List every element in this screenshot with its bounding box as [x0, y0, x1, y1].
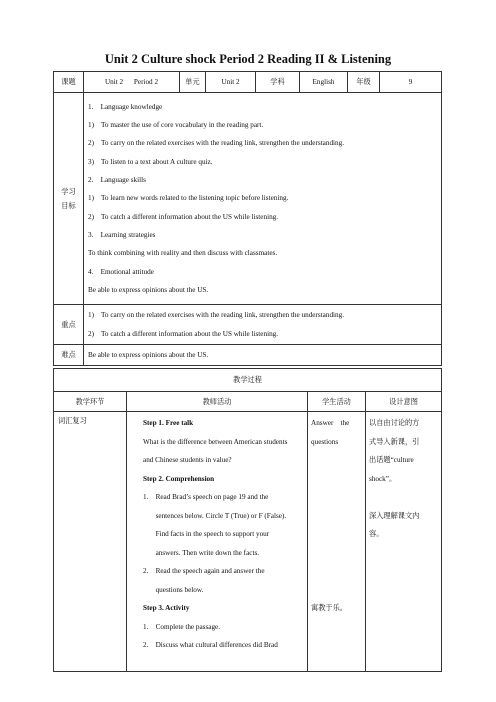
objective-line-4: 3) To listen to a text about A culture quiz. — [88, 157, 213, 166]
design-intent-line-7: 容。 — [369, 530, 384, 538]
key-points-label: 重点 — [54, 305, 84, 345]
design-intent-line-3: 出话题“culture — [369, 456, 414, 464]
process-header-row — [54, 392, 442, 412]
objectives-label — [54, 93, 84, 305]
teacher-activity-line-3: and Chinese students in value? — [143, 456, 232, 464]
student-activity-cell — [308, 412, 366, 672]
design-intent-line-9 — [369, 562, 441, 581]
teacher-activity-line-2: What is the difference between American students — [143, 437, 288, 446]
student-activity-line-13 — [311, 636, 365, 655]
teacher-activity-line-9: 2. Read the speech again and answer the — [143, 567, 265, 575]
objective-line-10: 4. Emotional attitude — [88, 267, 154, 276]
process-title: 教学过程 — [54, 369, 442, 392]
keti-label: 课题 — [54, 72, 84, 93]
objective-line-6: 1) To learn new words related to the listening topic before listening. — [88, 194, 289, 203]
key-points-row — [54, 305, 442, 345]
teacher-activity-line-5: 1. Read Brad’s speech on page 19 and the — [143, 493, 269, 501]
grade-label: 年级 — [348, 72, 380, 93]
col-header-teacher: 教师活动 — [127, 392, 308, 412]
objective-line-8: 3. Learning strategies — [88, 230, 156, 239]
design-intent-line-10 — [369, 581, 441, 600]
teaching-process-table — [53, 368, 442, 672]
unit-label: 单元 — [180, 72, 206, 93]
col-header-design: 设计意图 — [366, 392, 442, 412]
objectives-label-line-1: 学习 — [61, 187, 76, 196]
key-points-content — [84, 305, 442, 345]
design-intent-line-12 — [369, 618, 441, 637]
design-intent-line-8 — [369, 544, 441, 563]
header-row — [54, 72, 442, 93]
design-intent-cell — [366, 412, 442, 672]
grade-value: 9 — [380, 72, 442, 93]
key-point-line-2: 2) To catch a different information about the US while listening. — [88, 329, 279, 338]
student-activity-line-4 — [311, 470, 365, 489]
design-intent-line-5 — [369, 488, 441, 507]
teacher-activity-line-12: 1. Complete the passage. — [143, 622, 221, 631]
teacher-activity-line-13: 2. Discuss what cultural differences did Brad — [143, 641, 278, 649]
objective-line-1: 1. Language knowledge — [88, 102, 163, 111]
student-activity-line-10 — [311, 581, 365, 600]
stage-cell: 词汇复习 — [54, 412, 127, 672]
objective-line-7: 2) To catch a different information about the US while listening. — [88, 212, 279, 221]
student-activity-line-1: Answer the — [311, 419, 350, 427]
lesson-info-table — [53, 71, 442, 366]
difficult-points-label: 难点 — [54, 345, 84, 366]
key-point-line-1: 1) To carry on the related exercises with the reading link, strengthen the understanding. — [88, 311, 345, 320]
design-intent-line-13 — [369, 636, 441, 655]
objective-line-9: To think combining with reality and then discuss with classmates. — [88, 249, 278, 258]
student-activity-line-11: 寓教于乐。 — [311, 604, 347, 612]
teacher-activity-line-8: answers. Then write down the facts. — [143, 548, 260, 557]
student-activity-line-7 — [311, 525, 365, 544]
teacher-activity-line-6: sentences below. Circle T (True) or F (False). — [143, 511, 287, 520]
page-title: Unit 2 Culture shock Period 2 Reading II & Listening — [104, 52, 392, 66]
difficult-point-line-1: Be able to express opinions about the US. — [88, 350, 209, 359]
teacher-activity-line-7: Find facts in the speech to support your — [143, 530, 270, 538]
objective-line-3: 2) To carry on the related exercises with the reading link, strengthen the understanding. — [88, 139, 345, 148]
student-activity-line-3 — [311, 451, 365, 470]
keti-value: Unit 2 Period 2 — [84, 72, 180, 93]
teacher-activity-line-10: questions below. — [143, 585, 204, 594]
objectives-content — [84, 93, 442, 305]
student-activity-line-12 — [311, 618, 365, 637]
student-activity-line-9 — [311, 562, 365, 581]
subject-value: English — [300, 72, 348, 93]
design-intent-line-11 — [369, 599, 441, 618]
design-intent-line-4: shock”。 — [369, 474, 397, 483]
objective-line-5: 2. Language skills — [88, 176, 146, 185]
teacher-activity-line-4: Step 2. Comprehension — [143, 474, 215, 483]
design-intent-line-2: 式导入新课，引 — [369, 437, 420, 446]
design-intent-line-1: 以自由讨论的方 — [369, 419, 420, 427]
process-title-row — [54, 369, 442, 392]
col-header-stage: 教学环节 — [54, 392, 127, 412]
teacher-activity-line-11: Step 3. Activity — [143, 604, 190, 612]
objectives-label-line-2: 目标 — [61, 201, 76, 210]
difficult-points-row — [54, 345, 442, 366]
design-intent-line-6: 深入理解课文内 — [369, 511, 420, 520]
col-header-student: 学生活动 — [308, 392, 366, 412]
student-activity-line-5 — [311, 488, 365, 507]
process-body-row — [54, 412, 442, 672]
objective-line-11: Be able to express opinions about the US. — [88, 285, 209, 294]
objectives-row — [54, 93, 442, 305]
teacher-activity-line-1: Step 1. Free talk — [143, 419, 194, 427]
student-activity-line-6 — [311, 507, 365, 526]
unit-value: Unit 2 — [206, 72, 256, 93]
difficult-points-content — [84, 345, 442, 366]
student-activity-line-2: questions — [311, 437, 339, 446]
teacher-activity-cell — [127, 412, 308, 672]
student-activity-line-8 — [311, 544, 365, 563]
subject-label: 学科 — [256, 72, 300, 93]
objective-line-2: 1) To master the use of core vocabulary in the reading part. — [88, 121, 264, 130]
